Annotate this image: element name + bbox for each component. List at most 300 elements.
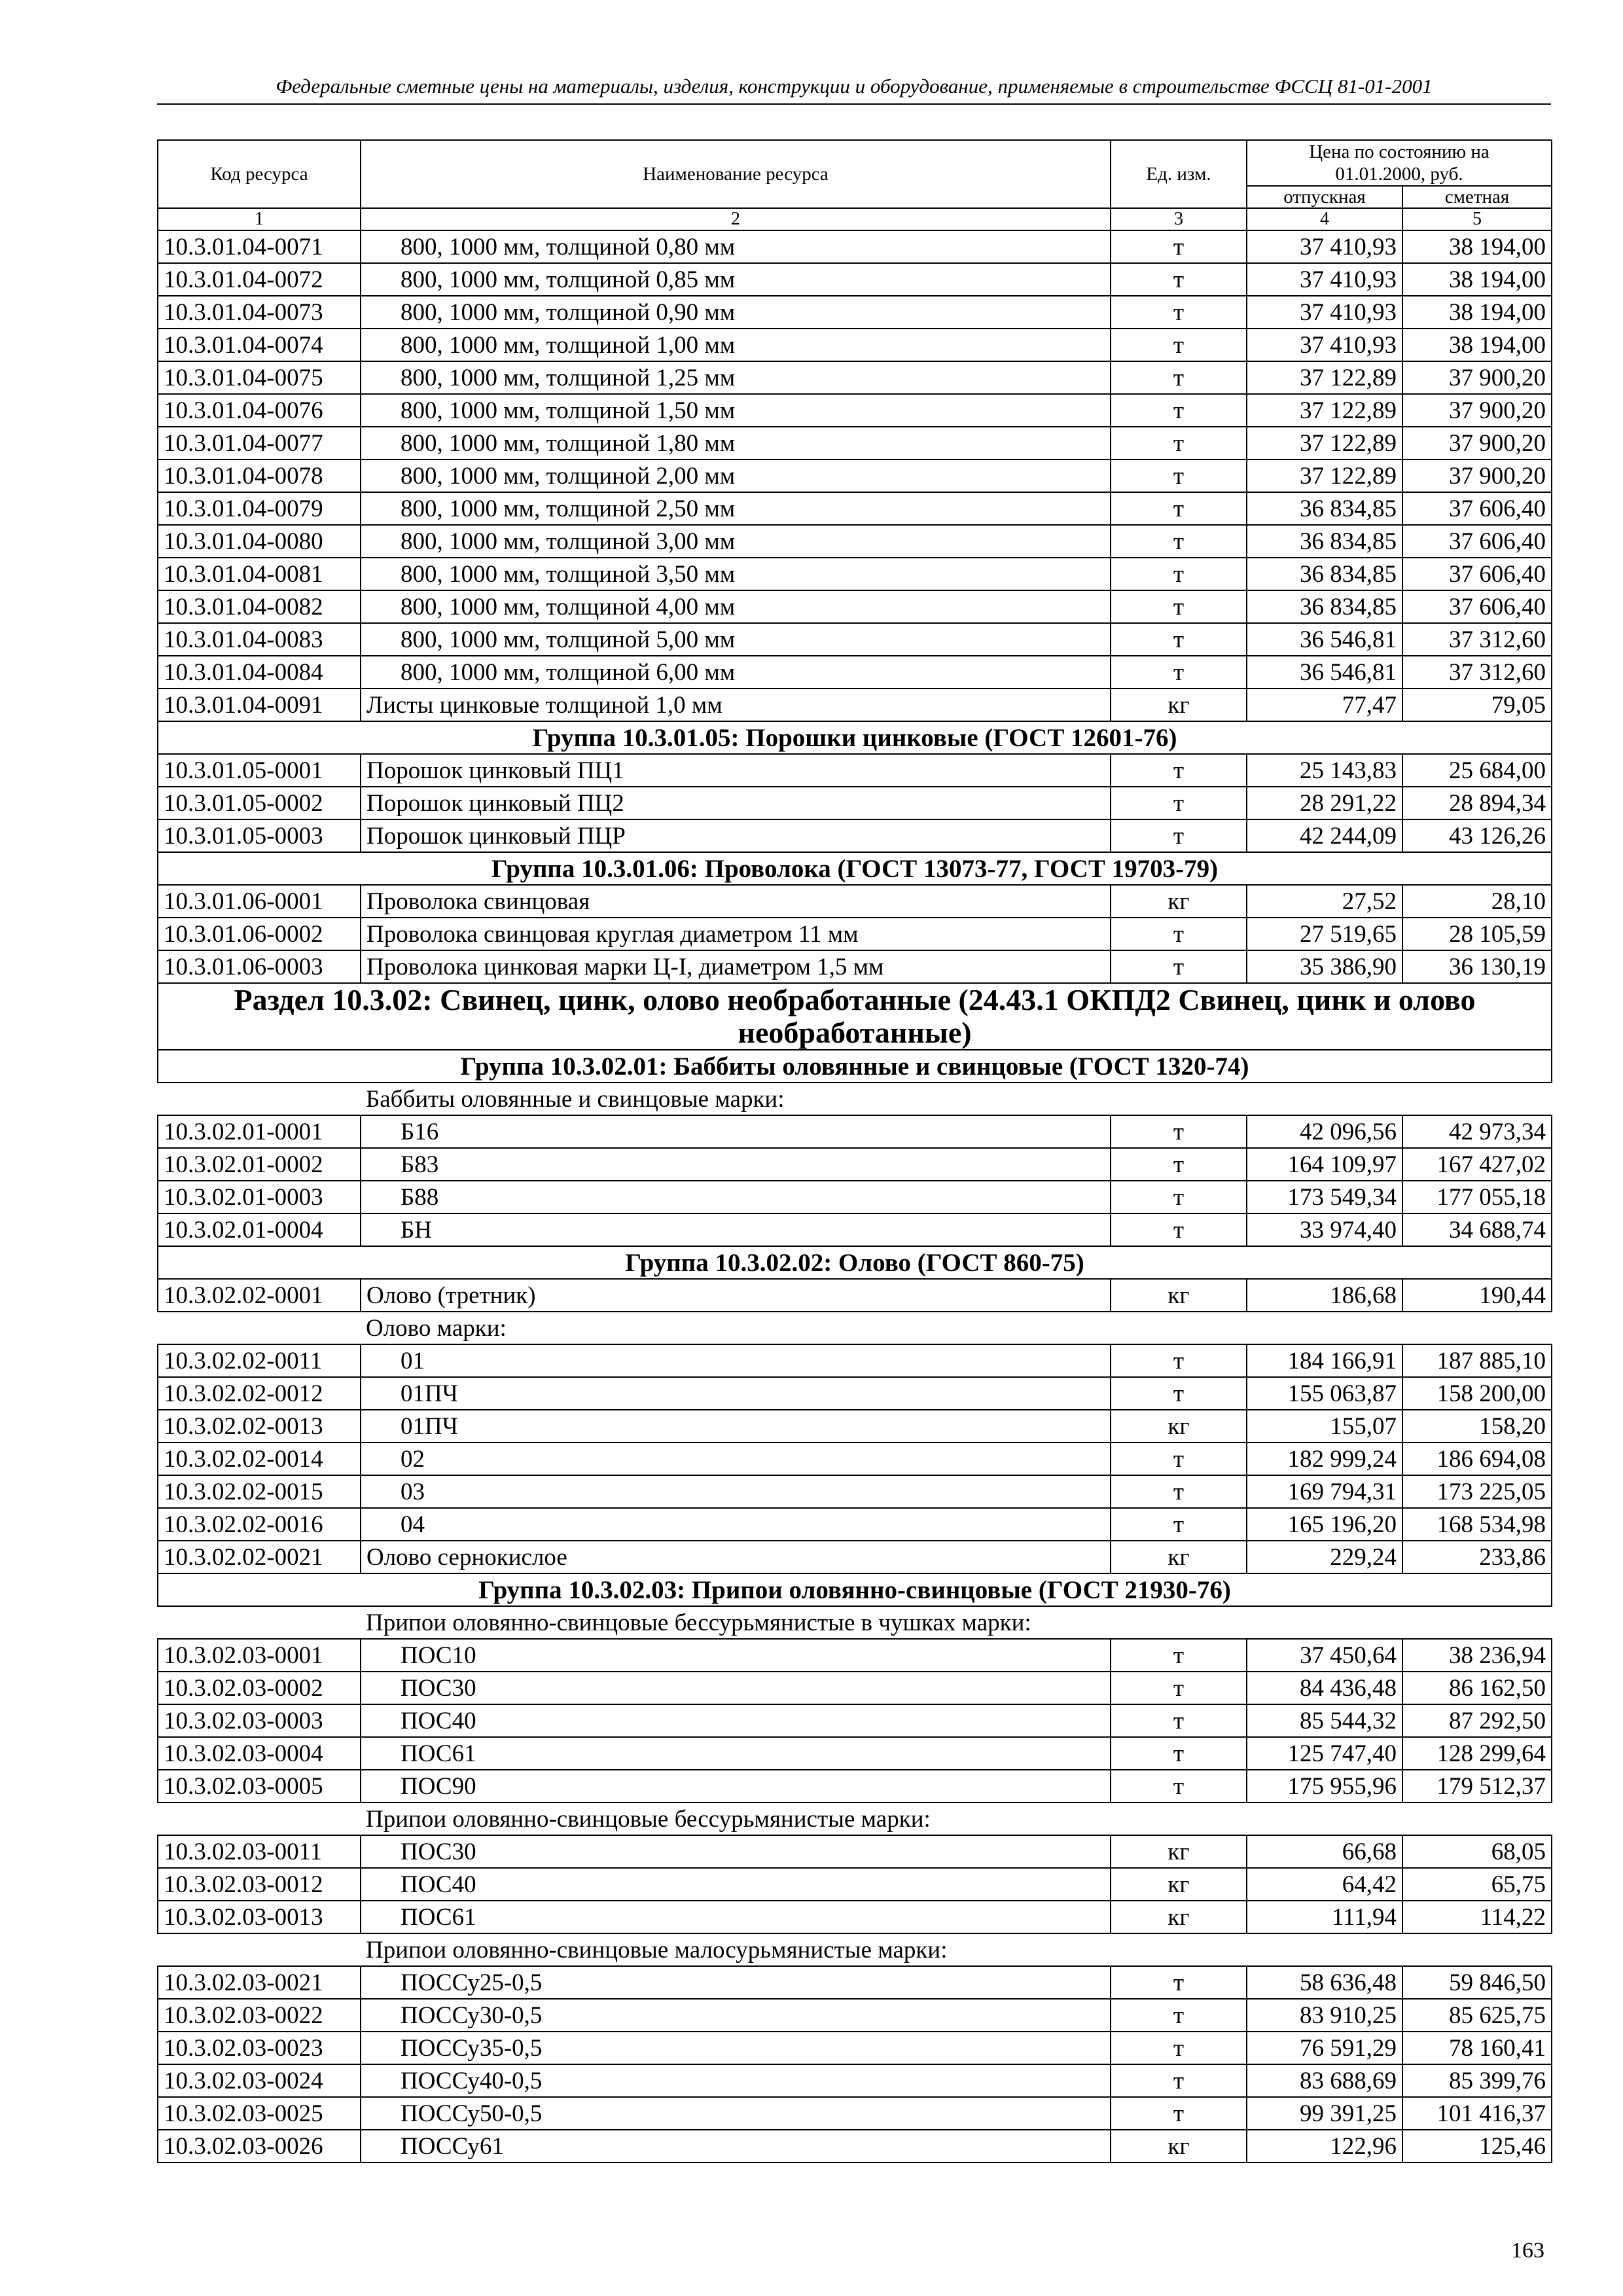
resource-code: 10.3.01.05-0003 bbox=[158, 819, 361, 852]
resource-code: 10.3.02.01-0001 bbox=[158, 1115, 361, 1148]
unit: т bbox=[1111, 1704, 1247, 1737]
unit: кг bbox=[1111, 885, 1247, 918]
subheading: Припои оловянно-свинцовые малосурьмянистые марки: bbox=[361, 1933, 1552, 1966]
resource-name: Порошок цинковый ПЦ1 bbox=[361, 754, 1111, 787]
group-heading-row bbox=[158, 1573, 1552, 1606]
release-price: 33 974,40 bbox=[1247, 1213, 1402, 1246]
header-num-2: 2 bbox=[361, 208, 1111, 230]
release-price: 99 391,25 bbox=[1247, 2097, 1402, 2130]
table-row bbox=[158, 427, 1552, 459]
resource-code: 10.3.02.01-0004 bbox=[158, 1213, 361, 1246]
unit: т bbox=[1111, 230, 1247, 263]
subheading-row bbox=[158, 1083, 1552, 1115]
release-price: 229,24 bbox=[1247, 1541, 1402, 1573]
resource-name: ПОССу35-0,5 bbox=[361, 2032, 1111, 2064]
release-price: 25 143,83 bbox=[1247, 754, 1402, 787]
resource-name: 800, 1000 мм, толщиной 1,50 мм bbox=[361, 394, 1111, 427]
table-row bbox=[158, 950, 1552, 983]
header-num-4: 4 bbox=[1247, 208, 1402, 230]
group-heading: Группа 10.3.02.03: Припои оловянно-свинцовые (ГОСТ 21930-76) bbox=[158, 1573, 1552, 1606]
estimate-price: 38 194,00 bbox=[1402, 296, 1552, 329]
estimate-price: 179 512,37 bbox=[1402, 1770, 1552, 1803]
unit: т bbox=[1111, 1213, 1247, 1246]
unit: т bbox=[1111, 263, 1247, 296]
resource-code: 10.3.02.02-0001 bbox=[158, 1279, 361, 1312]
resource-code: 10.3.02.03-0021 bbox=[158, 1966, 361, 1999]
resource-name: 800, 1000 мм, толщиной 0,80 мм bbox=[361, 230, 1111, 263]
resource-name: ПОССу30-0,5 bbox=[361, 1999, 1111, 2032]
unit: кг bbox=[1111, 689, 1247, 721]
estimate-price: 37 900,20 bbox=[1402, 361, 1552, 394]
resource-name: 800, 1000 мм, толщиной 4,00 мм bbox=[361, 590, 1111, 623]
resource-name: Олово сернокислое bbox=[361, 1541, 1111, 1573]
resource-name: 800, 1000 мм, толщиной 6,00 мм bbox=[361, 656, 1111, 689]
resource-code: 10.3.02.02-0016 bbox=[158, 1508, 361, 1541]
resource-name: 800, 1000 мм, толщиной 0,85 мм bbox=[361, 263, 1111, 296]
table-body bbox=[158, 230, 1552, 2162]
estimate-price: 78 160,41 bbox=[1402, 2032, 1552, 2064]
table-row bbox=[158, 329, 1552, 361]
resource-code: 10.3.01.04-0072 bbox=[158, 263, 361, 296]
resource-name: ПОССу25-0,5 bbox=[361, 1966, 1111, 1999]
subheading: Припои оловянно-свинцовые бессурьмянистые марки: bbox=[361, 1803, 1552, 1835]
table-row bbox=[158, 885, 1552, 918]
release-price: 37 450,64 bbox=[1247, 1639, 1402, 1672]
resource-code: 10.3.02.02-0013 bbox=[158, 1410, 361, 1443]
estimate-price: 37 606,40 bbox=[1402, 492, 1552, 525]
release-price: 37 410,93 bbox=[1247, 263, 1402, 296]
release-price: 36 546,81 bbox=[1247, 623, 1402, 656]
resource-name: 01ПЧ bbox=[361, 1410, 1111, 1443]
estimate-price: 25 684,00 bbox=[1402, 754, 1552, 787]
table-row bbox=[158, 656, 1552, 689]
unit: т bbox=[1111, 1377, 1247, 1410]
table-row bbox=[158, 1901, 1552, 1933]
table-row bbox=[158, 1115, 1552, 1148]
resource-name: 800, 1000 мм, толщиной 5,00 мм bbox=[361, 623, 1111, 656]
release-price: 164 109,97 bbox=[1247, 1148, 1402, 1181]
empty-cell bbox=[158, 1083, 361, 1115]
empty-cell bbox=[158, 1803, 361, 1835]
table-row bbox=[158, 1770, 1552, 1803]
estimate-price: 167 427,02 bbox=[1402, 1148, 1552, 1181]
estimate-price: 37 606,40 bbox=[1402, 525, 1552, 558]
estimate-price: 42 973,34 bbox=[1402, 1115, 1552, 1148]
unit: т bbox=[1111, 427, 1247, 459]
estimate-price: 37 312,60 bbox=[1402, 656, 1552, 689]
unit: т bbox=[1111, 2032, 1247, 2064]
unit: т bbox=[1111, 754, 1247, 787]
estimate-price: 125,46 bbox=[1402, 2130, 1552, 2162]
resource-name: Проволока свинцовая круглая диаметром 11 мм bbox=[361, 918, 1111, 950]
resource-name: Б16 bbox=[361, 1115, 1111, 1148]
estimate-price: 85 399,76 bbox=[1402, 2064, 1552, 2097]
estimate-price: 37 312,60 bbox=[1402, 623, 1552, 656]
release-price: 77,47 bbox=[1247, 689, 1402, 721]
release-price: 155,07 bbox=[1247, 1410, 1402, 1443]
unit: т bbox=[1111, 1443, 1247, 1475]
release-price: 122,96 bbox=[1247, 2130, 1402, 2162]
table-row bbox=[158, 1443, 1552, 1475]
resource-name: Б88 bbox=[361, 1181, 1111, 1213]
empty-cell bbox=[158, 1312, 361, 1344]
table-row bbox=[158, 2097, 1552, 2130]
release-price: 111,94 bbox=[1247, 1901, 1402, 1933]
table-row bbox=[158, 230, 1552, 263]
resource-code: 10.3.02.03-0012 bbox=[158, 1868, 361, 1901]
estimate-price: 65,75 bbox=[1402, 1868, 1552, 1901]
header-unit: Ед. изм. bbox=[1111, 140, 1247, 208]
unit: т bbox=[1111, 1966, 1247, 1999]
resource-code: 10.3.02.03-0002 bbox=[158, 1672, 361, 1704]
table-row bbox=[158, 2130, 1552, 2162]
unit: т bbox=[1111, 1115, 1247, 1148]
resource-code: 10.3.02.03-0026 bbox=[158, 2130, 361, 2162]
resource-name: ПОС90 bbox=[361, 1770, 1111, 1803]
resource-code: 10.3.01.04-0075 bbox=[158, 361, 361, 394]
estimate-price: 186 694,08 bbox=[1402, 1443, 1552, 1475]
release-price: 155 063,87 bbox=[1247, 1377, 1402, 1410]
release-price: 37 122,89 bbox=[1247, 394, 1402, 427]
table-row bbox=[158, 1868, 1552, 1901]
unit: т bbox=[1111, 525, 1247, 558]
resource-name: Олово (третник) bbox=[361, 1279, 1111, 1312]
resource-code: 10.3.01.04-0076 bbox=[158, 394, 361, 427]
table-row bbox=[158, 296, 1552, 329]
unit: т bbox=[1111, 656, 1247, 689]
subheading-row bbox=[158, 1312, 1552, 1344]
resource-code: 10.3.02.03-0023 bbox=[158, 2032, 361, 2064]
release-price: 37 122,89 bbox=[1247, 459, 1402, 492]
resource-code: 10.3.02.03-0025 bbox=[158, 2097, 361, 2130]
release-price: 83 910,25 bbox=[1247, 1999, 1402, 2032]
release-price: 28 291,22 bbox=[1247, 787, 1402, 819]
resource-name: ПОС10 bbox=[361, 1639, 1111, 1672]
table-row bbox=[158, 1704, 1552, 1737]
estimate-price: 38 194,00 bbox=[1402, 230, 1552, 263]
unit: т bbox=[1111, 296, 1247, 329]
release-price: 76 591,29 bbox=[1247, 2032, 1402, 2064]
resource-code: 10.3.01.06-0001 bbox=[158, 885, 361, 918]
release-price: 37 122,89 bbox=[1247, 361, 1402, 394]
resource-name: 02 bbox=[361, 1443, 1111, 1475]
resource-name: ПОС30 bbox=[361, 1672, 1111, 1704]
table-row bbox=[158, 1181, 1552, 1213]
table-row bbox=[158, 1148, 1552, 1181]
page-header: Федеральные сметные цены на материалы, изделия, конструкции и оборудование, применяемые в строительстве ФССЦ 81-01-2001 bbox=[157, 73, 1551, 105]
resource-name: 800, 1000 мм, толщиной 2,00 мм bbox=[361, 459, 1111, 492]
resource-name: Порошок цинковый ПЦ2 bbox=[361, 787, 1111, 819]
estimate-price: 28 105,59 bbox=[1402, 918, 1552, 950]
resource-name: ПОССу50-0,5 bbox=[361, 2097, 1111, 2130]
table-row bbox=[158, 492, 1552, 525]
release-price: 58 636,48 bbox=[1247, 1966, 1402, 1999]
estimate-price: 43 126,26 bbox=[1402, 819, 1552, 852]
table-row bbox=[158, 1966, 1552, 1999]
resource-code: 10.3.02.03-0004 bbox=[158, 1737, 361, 1770]
release-price: 42 244,09 bbox=[1247, 819, 1402, 852]
release-price: 186,68 bbox=[1247, 1279, 1402, 1312]
table-row bbox=[158, 2064, 1552, 2097]
release-price: 64,42 bbox=[1247, 1868, 1402, 1901]
resource-name: 800, 1000 мм, толщиной 3,50 мм bbox=[361, 558, 1111, 590]
estimate-price: 158 200,00 bbox=[1402, 1377, 1552, 1410]
unit: кг bbox=[1111, 2130, 1247, 2162]
release-price: 173 549,34 bbox=[1247, 1181, 1402, 1213]
table-row bbox=[158, 1541, 1552, 1573]
subheading-row bbox=[158, 1803, 1552, 1835]
header-code: Код ресурса bbox=[158, 140, 361, 208]
unit: т bbox=[1111, 819, 1247, 852]
table-row bbox=[158, 590, 1552, 623]
resource-name: ПОССу40-0,5 bbox=[361, 2064, 1111, 2097]
header-num-3: 3 bbox=[1111, 208, 1247, 230]
table-row bbox=[158, 787, 1552, 819]
table-row bbox=[158, 459, 1552, 492]
estimate-price: 158,20 bbox=[1402, 1410, 1552, 1443]
resource-code: 10.3.02.03-0013 bbox=[158, 1901, 361, 1933]
unit: т bbox=[1111, 329, 1247, 361]
release-price: 36 546,81 bbox=[1247, 656, 1402, 689]
unit: т bbox=[1111, 787, 1247, 819]
section-heading-row bbox=[158, 983, 1552, 1050]
estimate-price: 79,05 bbox=[1402, 689, 1552, 721]
resource-name: ПОС61 bbox=[361, 1901, 1111, 1933]
unit: т bbox=[1111, 590, 1247, 623]
resource-name: 800, 1000 мм, толщиной 1,80 мм bbox=[361, 427, 1111, 459]
resource-name: ПОССу61 bbox=[361, 2130, 1111, 2162]
table-row bbox=[158, 754, 1552, 787]
release-price: 37 410,93 bbox=[1247, 296, 1402, 329]
resource-code: 10.3.01.04-0091 bbox=[158, 689, 361, 721]
header-num-5: 5 bbox=[1402, 208, 1552, 230]
table-row bbox=[158, 1737, 1552, 1770]
resource-name: БН bbox=[361, 1213, 1111, 1246]
estimate-price: 36 130,19 bbox=[1402, 950, 1552, 983]
release-price: 85 544,32 bbox=[1247, 1704, 1402, 1737]
estimate-price: 37 900,20 bbox=[1402, 427, 1552, 459]
table-row bbox=[158, 1475, 1552, 1508]
group-heading: Группа 10.3.01.06: Проволока (ГОСТ 13073-77, ГОСТ 19703-79) bbox=[158, 852, 1552, 885]
table-row bbox=[158, 2032, 1552, 2064]
release-price: 35 386,90 bbox=[1247, 950, 1402, 983]
group-heading: Группа 10.3.01.05: Порошки цинковые (ГОСТ 12601-76) bbox=[158, 721, 1552, 754]
estimate-price: 28,10 bbox=[1402, 885, 1552, 918]
subheading: Баббиты оловянные и свинцовые марки: bbox=[361, 1083, 1552, 1115]
subheading-row bbox=[158, 1933, 1552, 1966]
unit: т bbox=[1111, 394, 1247, 427]
resource-code: 10.3.02.02-0015 bbox=[158, 1475, 361, 1508]
table-row bbox=[158, 1213, 1552, 1246]
release-price: 66,68 bbox=[1247, 1835, 1402, 1868]
resource-code: 10.3.02.01-0003 bbox=[158, 1181, 361, 1213]
resource-name: Проволока цинковая марки Ц-I, диаметром 1,5 мм bbox=[361, 950, 1111, 983]
release-price: 175 955,96 bbox=[1247, 1770, 1402, 1803]
resource-name: ПОС40 bbox=[361, 1868, 1111, 1901]
unit: т bbox=[1111, 1181, 1247, 1213]
unit: т bbox=[1111, 1672, 1247, 1704]
release-price: 125 747,40 bbox=[1247, 1737, 1402, 1770]
resource-code: 10.3.01.04-0071 bbox=[158, 230, 361, 263]
resource-name: ПОС30 bbox=[361, 1835, 1111, 1868]
resource-name: 01ПЧ bbox=[361, 1377, 1111, 1410]
resource-name: 800, 1000 мм, толщиной 1,00 мм bbox=[361, 329, 1111, 361]
unit: кг bbox=[1111, 1901, 1247, 1933]
unit: т bbox=[1111, 558, 1247, 590]
resource-code: 10.3.01.04-0080 bbox=[158, 525, 361, 558]
resource-code: 10.3.01.04-0084 bbox=[158, 656, 361, 689]
release-price: 184 166,91 bbox=[1247, 1344, 1402, 1377]
estimate-price: 86 162,50 bbox=[1402, 1672, 1552, 1704]
price-table bbox=[157, 139, 1552, 2163]
empty-cell bbox=[158, 1606, 361, 1639]
resource-code: 10.3.01.05-0001 bbox=[158, 754, 361, 787]
resource-name: ПОС40 bbox=[361, 1704, 1111, 1737]
table-row bbox=[158, 1377, 1552, 1410]
release-price: 182 999,24 bbox=[1247, 1443, 1402, 1475]
resource-code: 10.3.01.04-0074 bbox=[158, 329, 361, 361]
release-price: 36 834,85 bbox=[1247, 558, 1402, 590]
table-row bbox=[158, 623, 1552, 656]
estimate-price: 177 055,18 bbox=[1402, 1181, 1552, 1213]
release-price: 27,52 bbox=[1247, 885, 1402, 918]
resource-name: 01 bbox=[361, 1344, 1111, 1377]
unit: кг bbox=[1111, 1868, 1247, 1901]
unit: т bbox=[1111, 950, 1247, 983]
table-row bbox=[158, 1279, 1552, 1312]
table-row bbox=[158, 918, 1552, 950]
group-heading-row bbox=[158, 1246, 1552, 1279]
table-row bbox=[158, 819, 1552, 852]
resource-code: 10.3.01.04-0078 bbox=[158, 459, 361, 492]
resource-code: 10.3.02.02-0011 bbox=[158, 1344, 361, 1377]
resource-code: 10.3.02.03-0005 bbox=[158, 1770, 361, 1803]
resource-code: 10.3.01.05-0002 bbox=[158, 787, 361, 819]
table-row bbox=[158, 394, 1552, 427]
subheading-row bbox=[158, 1606, 1552, 1639]
resource-code: 10.3.02.02-0021 bbox=[158, 1541, 361, 1573]
resource-code: 10.3.01.04-0082 bbox=[158, 590, 361, 623]
header-num-1: 1 bbox=[158, 208, 361, 230]
table-row bbox=[158, 361, 1552, 394]
estimate-price: 38 194,00 bbox=[1402, 263, 1552, 296]
resource-code: 10.3.01.04-0079 bbox=[158, 492, 361, 525]
unit: т bbox=[1111, 1148, 1247, 1181]
estimate-price: 37 606,40 bbox=[1402, 558, 1552, 590]
table-row bbox=[158, 1835, 1552, 1868]
unit: т bbox=[1111, 2064, 1247, 2097]
unit: т bbox=[1111, 361, 1247, 394]
resource-code: 10.3.02.02-0012 bbox=[158, 1377, 361, 1410]
resource-name: 03 bbox=[361, 1475, 1111, 1508]
release-price: 37 410,93 bbox=[1247, 230, 1402, 263]
resource-code: 10.3.01.04-0073 bbox=[158, 296, 361, 329]
unit: кг bbox=[1111, 1279, 1247, 1312]
unit: т bbox=[1111, 2097, 1247, 2130]
estimate-price: 85 625,75 bbox=[1402, 1999, 1552, 2032]
table-row bbox=[158, 1639, 1552, 1672]
estimate-price: 37 606,40 bbox=[1402, 590, 1552, 623]
resource-code: 10.3.01.06-0003 bbox=[158, 950, 361, 983]
estimate-price: 114,22 bbox=[1402, 1901, 1552, 1933]
resource-name: 800, 1000 мм, толщиной 2,50 мм bbox=[361, 492, 1111, 525]
group-heading: Группа 10.3.02.02: Олово (ГОСТ 860-75) bbox=[158, 1246, 1552, 1279]
release-price: 169 794,31 bbox=[1247, 1475, 1402, 1508]
group-heading: Группа 10.3.02.01: Баббиты оловянные и свинцовые (ГОСТ 1320-74) bbox=[158, 1050, 1552, 1083]
estimate-price: 59 846,50 bbox=[1402, 1966, 1552, 1999]
estimate-price: 168 534,98 bbox=[1402, 1508, 1552, 1541]
unit: т bbox=[1111, 1770, 1247, 1803]
unit: т bbox=[1111, 1475, 1247, 1508]
header-estimate-price: сметная bbox=[1402, 186, 1552, 208]
estimate-price: 34 688,74 bbox=[1402, 1213, 1552, 1246]
resource-code: 10.3.01.04-0083 bbox=[158, 623, 361, 656]
unit: кг bbox=[1111, 1410, 1247, 1443]
header-name: Наименование ресурса bbox=[361, 140, 1111, 208]
group-heading-row bbox=[158, 721, 1552, 754]
release-price: 36 834,85 bbox=[1247, 590, 1402, 623]
unit: кг bbox=[1111, 1835, 1247, 1868]
estimate-price: 233,86 bbox=[1402, 1541, 1552, 1573]
header-price: Цена по состоянию на 01.01.2000, руб. bbox=[1247, 140, 1552, 186]
estimate-price: 38 194,00 bbox=[1402, 329, 1552, 361]
table-row bbox=[158, 689, 1552, 721]
unit: т bbox=[1111, 1737, 1247, 1770]
estimate-price: 37 900,20 bbox=[1402, 394, 1552, 427]
estimate-price: 28 894,34 bbox=[1402, 787, 1552, 819]
resource-name: 800, 1000 мм, толщиной 1,25 мм bbox=[361, 361, 1111, 394]
estimate-price: 68,05 bbox=[1402, 1835, 1552, 1868]
group-heading-row bbox=[158, 1050, 1552, 1083]
estimate-price: 187 885,10 bbox=[1402, 1344, 1552, 1377]
estimate-price: 190,44 bbox=[1402, 1279, 1552, 1312]
resource-code: 10.3.02.03-0003 bbox=[158, 1704, 361, 1737]
unit: т bbox=[1111, 1344, 1247, 1377]
table-row bbox=[158, 1410, 1552, 1443]
resource-code: 10.3.02.03-0022 bbox=[158, 1999, 361, 2032]
unit: т bbox=[1111, 1639, 1247, 1672]
empty-cell bbox=[158, 1933, 361, 1966]
group-heading-row bbox=[158, 852, 1552, 885]
table-row bbox=[158, 525, 1552, 558]
estimate-price: 173 225,05 bbox=[1402, 1475, 1552, 1508]
resource-code: 10.3.02.03-0001 bbox=[158, 1639, 361, 1672]
resource-name: 04 bbox=[361, 1508, 1111, 1541]
resource-name: 800, 1000 мм, толщиной 0,90 мм bbox=[361, 296, 1111, 329]
header-release-price: отпускная bbox=[1247, 186, 1402, 208]
table-row bbox=[158, 1344, 1552, 1377]
resource-name: Порошок цинковый ПЦР bbox=[361, 819, 1111, 852]
resource-code: 10.3.01.06-0002 bbox=[158, 918, 361, 950]
release-price: 84 436,48 bbox=[1247, 1672, 1402, 1704]
release-price: 165 196,20 bbox=[1247, 1508, 1402, 1541]
unit: т bbox=[1111, 1508, 1247, 1541]
resource-name: ПОС61 bbox=[361, 1737, 1111, 1770]
table-row bbox=[158, 558, 1552, 590]
table-row bbox=[158, 1508, 1552, 1541]
release-price: 27 519,65 bbox=[1247, 918, 1402, 950]
estimate-price: 37 900,20 bbox=[1402, 459, 1552, 492]
resource-code: 10.3.02.03-0024 bbox=[158, 2064, 361, 2097]
unit: т bbox=[1111, 459, 1247, 492]
resource-code: 10.3.02.01-0002 bbox=[158, 1148, 361, 1181]
table-row bbox=[158, 1672, 1552, 1704]
table-row bbox=[158, 1999, 1552, 2032]
release-price: 36 834,85 bbox=[1247, 525, 1402, 558]
release-price: 37 122,89 bbox=[1247, 427, 1402, 459]
page-number: 163 bbox=[1511, 2238, 1544, 2263]
estimate-price: 38 236,94 bbox=[1402, 1639, 1552, 1672]
